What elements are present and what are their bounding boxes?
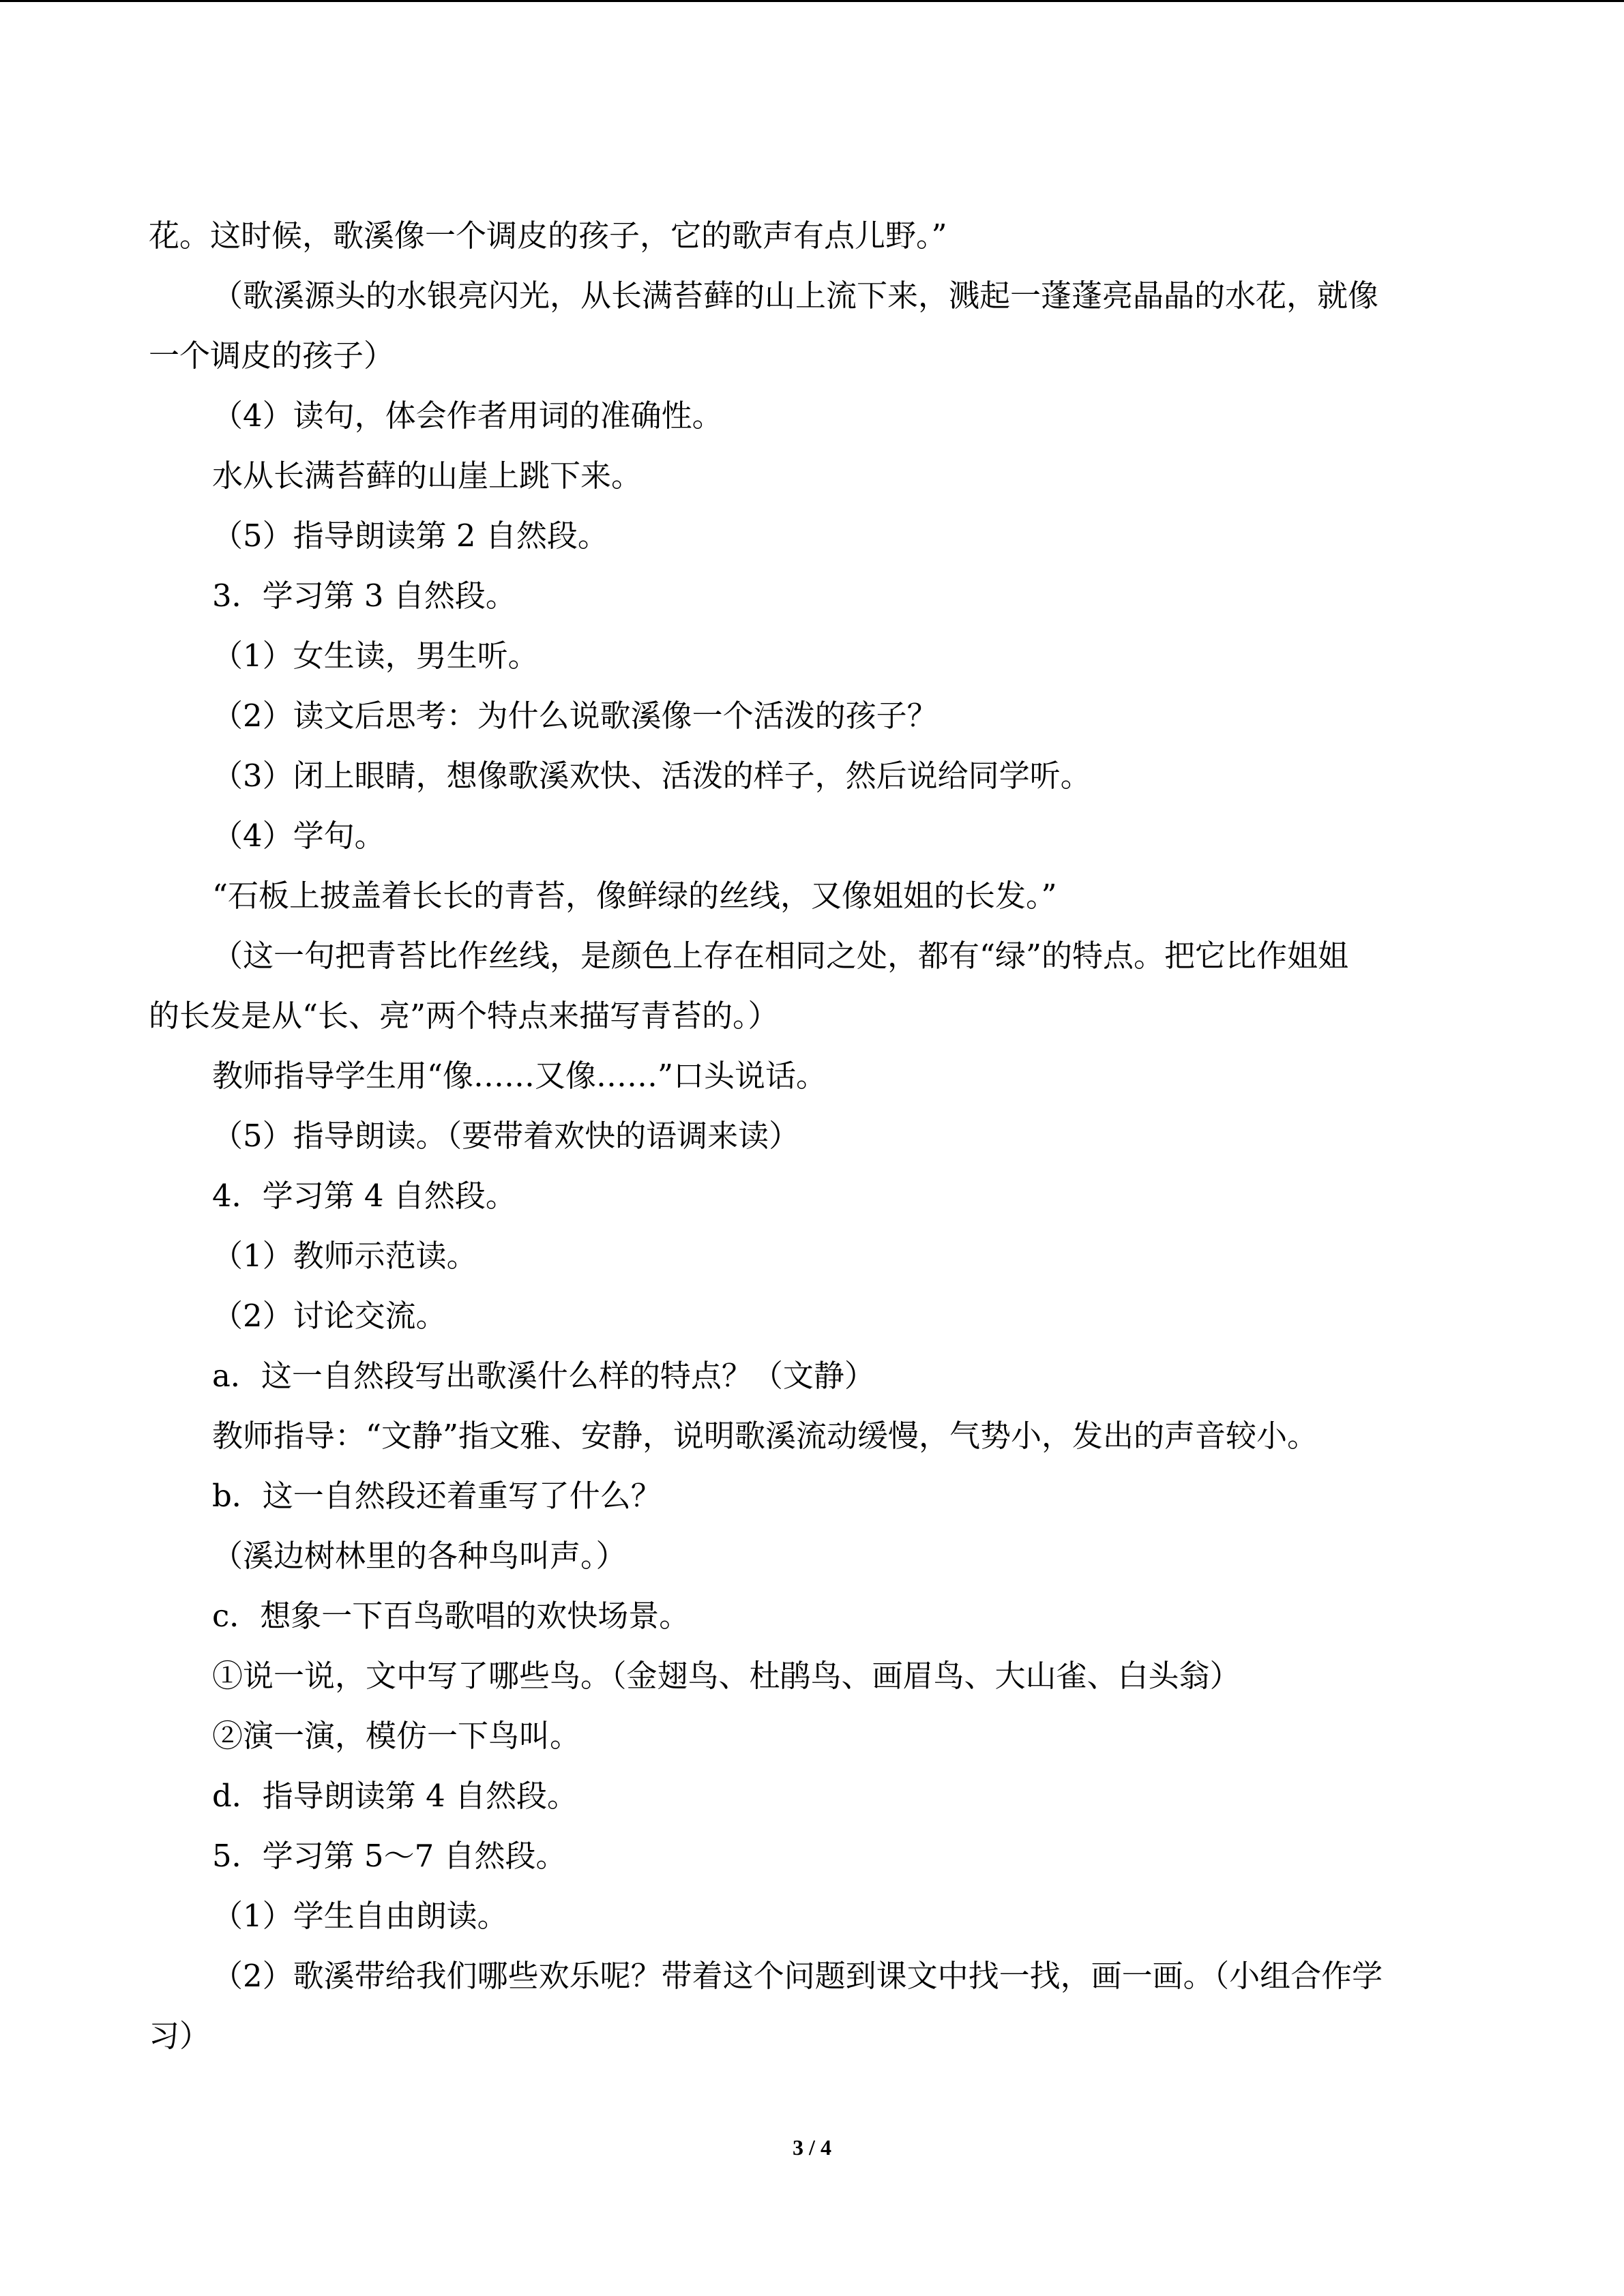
text-line: （1）学生自由朗读。 — [212, 1898, 508, 1934]
text-line: （2）讨论交流。 — [212, 1298, 447, 1334]
text-line: （5）指导朗读第 2 自然段。 — [212, 518, 608, 554]
text-line: （1）女生读，男生听。 — [212, 638, 539, 674]
document-body — [149, 206, 1458, 2066]
text-line: 的长发是从“长、亮”两个特点来描写青苔的。） — [149, 998, 779, 1034]
text-line: 教师指导：“文静”指文雅、安静，说明歌溪流动缓慢，气势小，发出的声音较小。 — [212, 1418, 1318, 1454]
text-line: b．这一自然段还着重写了什么？ — [212, 1478, 662, 1514]
text-line: a．这一自然段写出歌溪什么样的特点？（文静） — [212, 1358, 875, 1394]
text-line: （2）读文后思考：为什么说歌溪像一个活泼的孩子？ — [212, 698, 938, 734]
text-line: 教师指导学生用“像……又像……”口头说话。 — [212, 1058, 827, 1094]
text-line: （2）歌溪带给我们哪些欢乐呢？带着这个问题到课文中找一找，画一画。（小组合作学 — [212, 1958, 1383, 1994]
text-line: （5）指导朗读。（要带着欢快的语调来读） — [212, 1118, 800, 1154]
top-border-line — [0, 0, 1624, 2]
text-line: （溪边树林里的各种鸟叫声。） — [212, 1538, 627, 1574]
page-number: 3 / 4 — [793, 2135, 831, 2160]
text-line: d．指导朗读第 4 自然段。 — [212, 1778, 578, 1814]
section-heading: 4．学习第 4 自然段。 — [212, 1178, 516, 1214]
text-line: c．想象一下百鸟歌唱的欢快场景。 — [212, 1598, 690, 1634]
text-line: 花。这时候，歌溪像一个调皮的孩子，它的歌声有点儿野。” — [149, 218, 947, 254]
text-line: 水从长满苔藓的山崖上跳下来。 — [212, 458, 643, 494]
section-heading: 5．学习第 5～7 自然段。 — [212, 1838, 567, 1874]
text-line: （3）闭上眼睛，想像歌溪欢快、活泼的样子，然后说给同学听。 — [212, 758, 1091, 794]
text-line: ②演一演，模仿一下鸟叫。 — [212, 1718, 581, 1754]
text-line: “石板上披盖着长长的青苔，像鲜绿的丝线，又像姐姐的长发。” — [212, 878, 1057, 914]
text-line: （歌溪源头的水银亮闪光，从长满苔藓的山上流下来，溅起一蓬蓬亮晶晶的水花，就像 — [212, 278, 1379, 314]
text-line: （1）教师示范读。 — [212, 1238, 477, 1274]
text-line: （这一句把青苔比作丝线，是颜色上存在相同之处，都有“绿”的特点。把它比作姐姐 — [212, 938, 1349, 974]
text-line: 习） — [149, 2018, 211, 2054]
text-line: （4）学句。 — [212, 818, 385, 854]
section-heading: 3．学习第 3 自然段。 — [212, 578, 516, 614]
text-line: ①说一说，文中写了哪些鸟。（金翅鸟、杜鹃鸟、画眉鸟、大山雀、白头翁） — [212, 1658, 1241, 1694]
text-line: （4）读句，体会作者用词的准确性。 — [212, 398, 723, 434]
text-line: 一个调皮的孩子） — [149, 338, 395, 374]
